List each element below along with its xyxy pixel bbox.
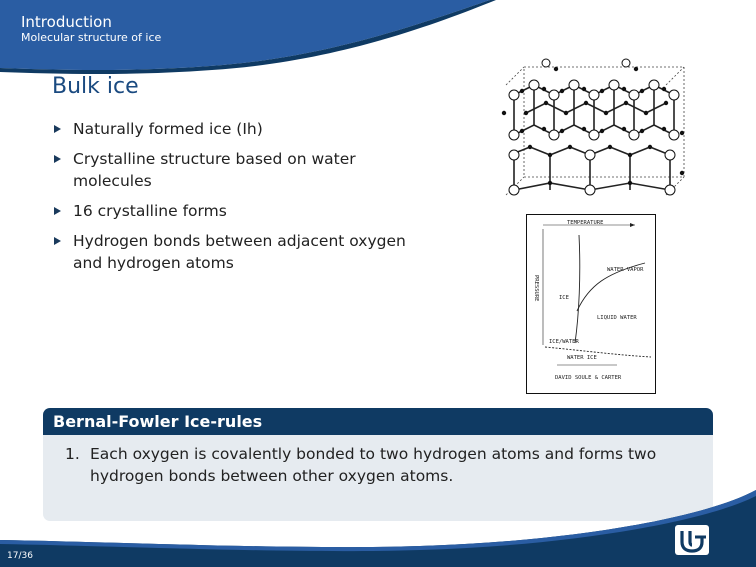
triangle-bullet-icon [54, 125, 61, 133]
diagram-label-ice-water: ICE/WATER [549, 339, 579, 345]
bullet-item [52, 118, 422, 140]
item-text: Each oxygen is covalently bonded to two hydrogen atoms and forms two hydrogen bonds between other oxygen atoms. [90, 445, 657, 485]
page-number: 17/36 [7, 551, 33, 561]
bullet-item [52, 230, 422, 274]
bullet-text: Naturally formed ice (Ih) [73, 120, 263, 138]
footer-wave [0, 490, 756, 567]
phase-diagram-image [526, 214, 656, 394]
diagram-label-water-ice: WATER ICE [567, 355, 597, 361]
slide-footer [0, 490, 756, 567]
slide-title: Bulk ice [52, 74, 139, 99]
item-number: 1. [65, 445, 80, 463]
triangle-bullet-icon [54, 207, 61, 215]
triangle-bullet-icon [54, 237, 61, 245]
diagram-label-temperature: TEMPERATURE [567, 220, 604, 226]
diagram-label-liquid-water: LIQUID WATER [597, 315, 637, 321]
bullet-item [52, 148, 422, 192]
diagram-label-water-vapor: WATER VAPOR [607, 267, 644, 273]
bullet-text: 16 crystalline forms [73, 202, 227, 220]
ice-lattice-image [496, 55, 694, 205]
university-logo-icon [675, 525, 709, 555]
enumerated-item [65, 443, 720, 487]
diagram-label-credit: DAVID SOULE & CARTER [555, 375, 622, 381]
diagram-label-ice: ICE [559, 295, 569, 301]
bullet-list [52, 118, 422, 282]
bullet-text: Hydrogen bonds between adjacent oxygen and hydrogen atoms [73, 232, 406, 272]
header-title: Introduction [21, 13, 112, 31]
diagram-label-pressure: PRESSURE [533, 275, 539, 302]
bullet-item [52, 200, 422, 222]
header-subtitle: Molecular structure of ice [21, 31, 162, 44]
bullet-text: Crystalline structure based on water molecules [73, 150, 356, 190]
block-title: Bernal-Fowler Ice-rules [43, 408, 713, 435]
triangle-bullet-icon [54, 155, 61, 163]
